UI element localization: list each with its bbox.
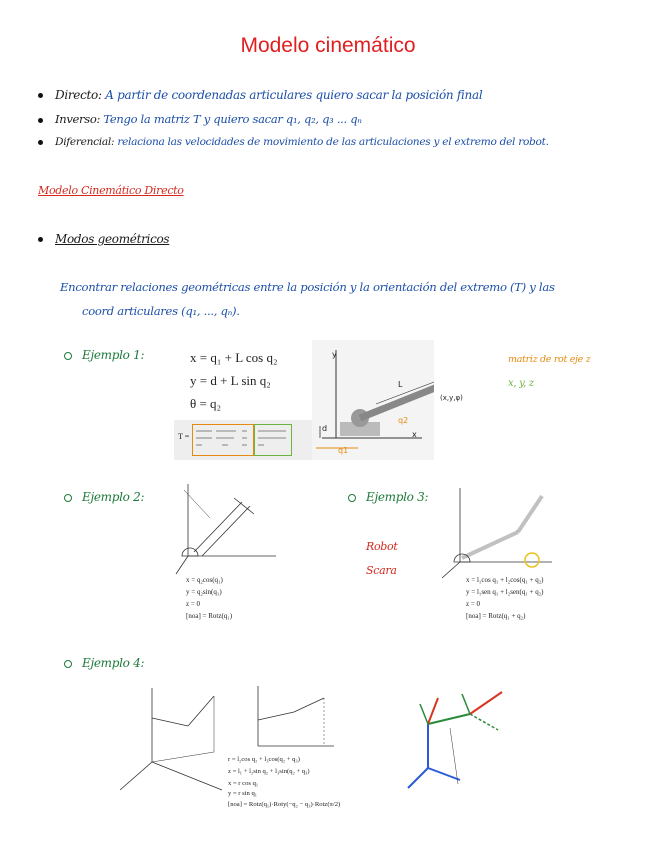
fig-label-d: d (322, 424, 328, 433)
bullet-text: Tengo la matriz T y quiero sacar q₁, q₂, q₃ ... qₙ (103, 112, 362, 126)
ex2-equation-4: [noa] = Rotz(q₁) (186, 612, 233, 620)
example-3-side-2: Scara (366, 564, 397, 577)
ex4-equation-2: z = l₁ + l₂sin q₂ + l₃sin(q₂ + q₃) (228, 768, 310, 775)
matrix-label: T = (178, 432, 190, 441)
fig-label-point: (x,y,φ) (440, 394, 463, 402)
subsection-label: Modos geométricos (55, 232, 170, 246)
equation-3: θ = q₂ (190, 396, 222, 411)
example-label-text: Ejemplo 4: (82, 656, 145, 670)
ring-bullet (64, 494, 72, 502)
ring-bullet (64, 660, 72, 668)
bullet-inverso (38, 112, 362, 126)
bullet-term: Inverso: (55, 112, 101, 126)
paragraph-line-2: coord articulares (q₁, ..., qₙ). (82, 304, 240, 318)
fig-label-q1: q1 (338, 446, 349, 455)
fig-label-x: x (412, 430, 417, 439)
fig-label-y: y (332, 350, 337, 359)
bullet-diferencial (38, 136, 549, 148)
page-title: Modelo cinemático (240, 34, 416, 57)
example-1-robot-figure (312, 340, 434, 460)
example-label-text: Ejemplo 2: (82, 490, 145, 504)
ex4-equation-3: x = r cos q₁ (228, 780, 259, 787)
ex3-equation-4: [noa] = Rotz(q₁ + q₂) (466, 612, 526, 620)
example-3-label (348, 490, 428, 504)
bullet-text: relaciona las velocidades de movimiento de las articulaciones y el extremo del robot. (117, 136, 549, 148)
example-3-robot-figure (432, 482, 556, 580)
fig-label-q2: q2 (398, 416, 409, 425)
example-3-side-1: Robot (366, 540, 398, 553)
equation-2: y = d + L sin q₂ (190, 373, 271, 388)
example-4-label (64, 656, 144, 670)
ex2-equation-1: x = q₂cos(q₁) (186, 576, 223, 584)
ex4-equation-1: r = l₂cos q₂ + l₃cos(q₂ + q₃) (228, 756, 300, 763)
bullet-dot (38, 118, 43, 123)
bullet-dot (38, 93, 43, 98)
example-4-frames-figure (398, 684, 520, 800)
note-xyz: x, y, z (508, 378, 534, 389)
bullet-dot (38, 237, 43, 242)
ex2-equation-2: y = q₂sin(q₁) (186, 588, 222, 596)
bullet-term: Diferencial: (55, 136, 115, 148)
ring-bullet (348, 494, 356, 502)
example-1-label (64, 348, 144, 362)
ex4-equation-4: y = r sin q₁ (228, 790, 258, 797)
example-2-label (64, 490, 144, 504)
equation-1: x = q₁ + L cos q₂ (190, 350, 278, 365)
note-rotation: matriz de rot eje z (508, 354, 591, 365)
fig-label-L: L (398, 380, 403, 389)
subsection-heading (38, 232, 169, 246)
ex3-equation-2: y = l₁sen q₁ + l₂sen(q₁ + q₂) (466, 588, 544, 596)
bullet-term: Directo: (55, 88, 102, 102)
section-heading: Modelo Cinemático Directo (38, 184, 184, 197)
ex2-equation-3: z = 0 (186, 600, 201, 608)
example-label-text: Ejemplo 3: (366, 490, 429, 504)
bullet-dot (38, 140, 43, 145)
example-label-text: Ejemplo 1: (82, 348, 145, 362)
example-4-robot-figure-3d (118, 682, 226, 796)
bullet-directo (38, 88, 482, 102)
bullet-text: A partir de coordenadas articulares quiero sacar la posición final (105, 88, 483, 102)
ex4-equation-5: [noa] = Rotz(q₁)·Roty(−q₂ − q₃)·Rotz(π/2) (228, 801, 341, 808)
example-2-robot-figure (170, 478, 280, 578)
ex3-equation-3: z = 0 (466, 600, 481, 608)
matrix-entries (192, 424, 292, 454)
ex3-equation-1: x = l₁cos q₁ + l₂cos(q₁ + q₂) (466, 576, 544, 584)
paragraph-line-1: Encontrar relaciones geométricas entre la posición y la orientación del extremo (T) y las (60, 280, 555, 294)
ring-bullet (64, 352, 72, 360)
example-4-robot-figure-plane (244, 682, 336, 756)
